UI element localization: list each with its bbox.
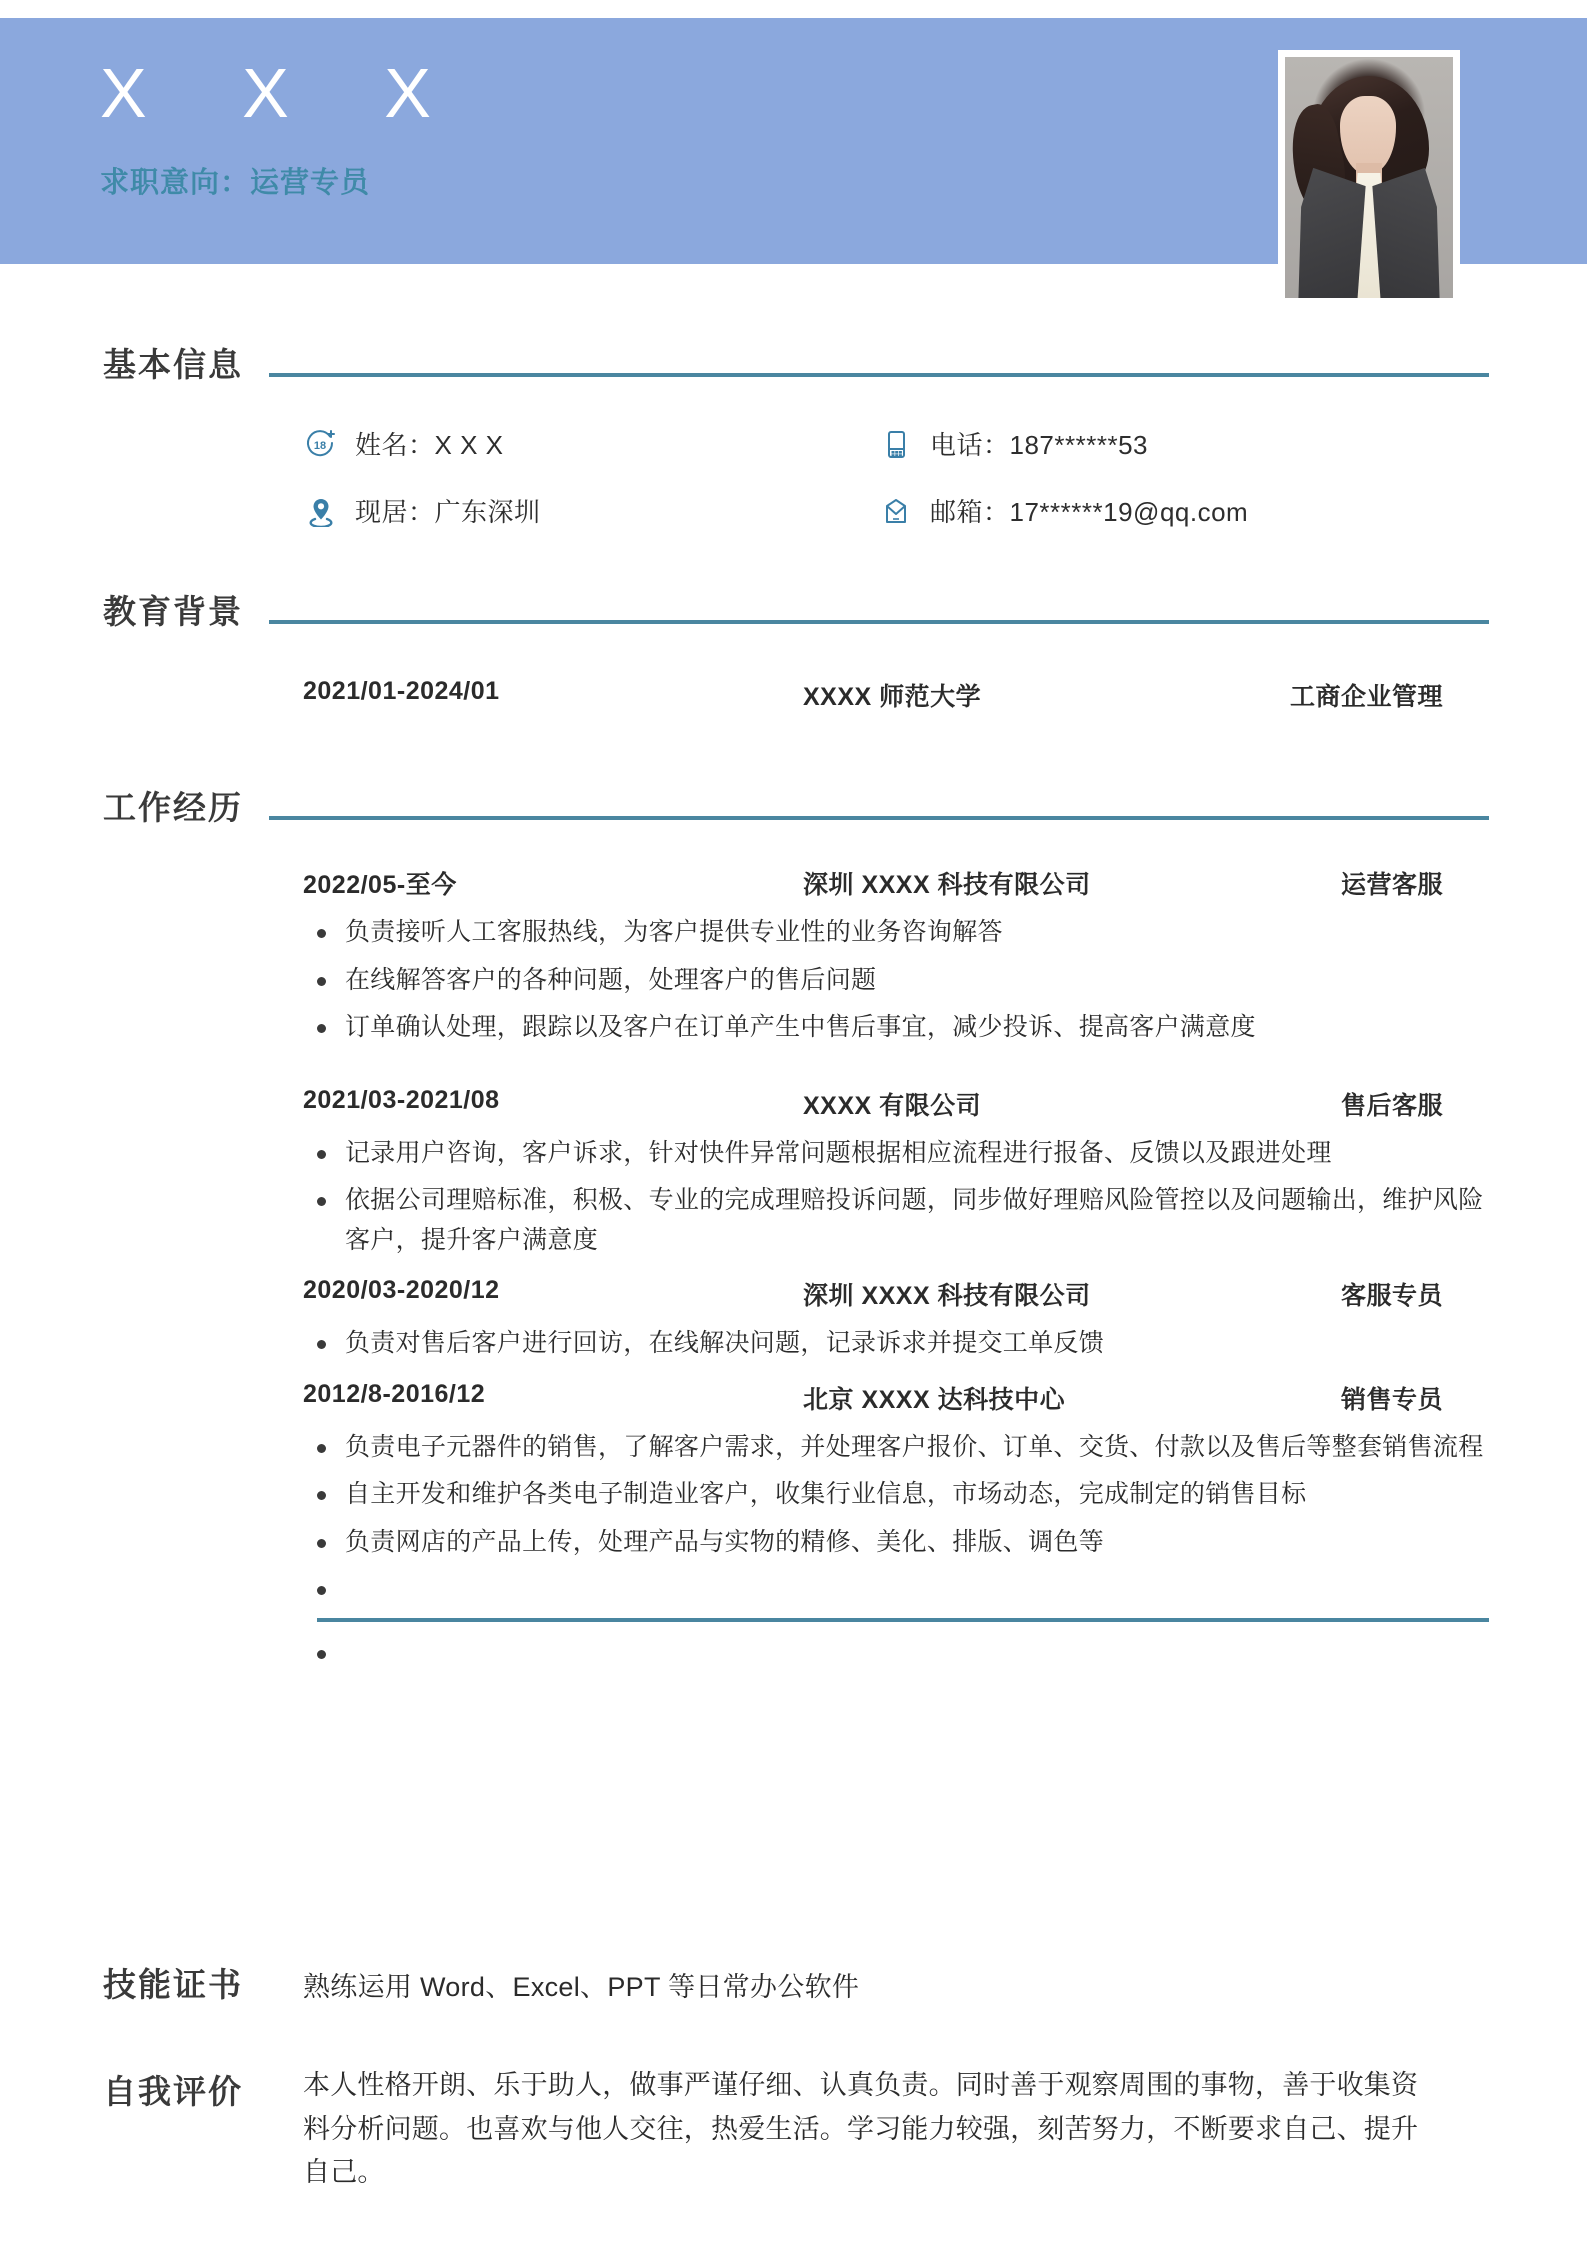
header-text-block [100,54,469,201]
info-item-phone [878,425,1489,462]
job-role: 售后客服 [1340,1091,1443,1120]
spacer [303,1268,1489,1276]
section-work-experience [103,782,1489,1676]
section-basic-info [103,339,1489,529]
job-role: 销售专员 [1340,1385,1443,1414]
section-title-work: 工作经历 [103,789,243,826]
education-school: XXXX 师范大学 [803,683,982,711]
job-bullet-empty [303,1570,1489,1604]
job-list [303,865,1489,1668]
info-text-email: 邮箱：17******19@qq.com [930,497,1249,527]
info-item-location [303,492,878,529]
job-header [303,865,1489,901]
job-bullet-empty [303,1634,1489,1668]
phone-icon [878,426,914,462]
section-rule [269,373,1489,377]
job-company: 北京 XXXX 达科技中心 [803,1385,1066,1414]
section-rule [269,620,1489,624]
job-bullets [303,1324,1489,1364]
job-role: 客服专员 [1340,1282,1443,1310]
job-entry [303,1380,1489,1669]
spacer [303,1056,1489,1086]
section-title-skills: 技能证书 [103,1966,243,2003]
info-item-name [303,425,878,462]
job-objective: 求职意向：运营专员 [100,167,371,199]
svg-text:18: 18 [313,439,327,452]
basic-info-grid [303,425,1489,529]
section-title-basic-info: 基本信息 [103,346,243,383]
job-bullet: 负责对售后客户进行回访，在线解决问题，记录诉求并提交工单反馈 [303,1324,1489,1364]
photo-frame [1278,50,1460,305]
location-pin-icon [303,493,339,529]
candidate-photo [1285,57,1453,298]
job-period: 2021/03-2021/08 [303,1085,500,1114]
self-evaluation-text: 本人性格开朗、乐于助人，做事严谨仔细、认真负责。同时善于观察周围的事物，善于收集资料分析问题。也喜欢与他人交往，热爱生活。学习能力较强，刻苦努力，不断要求自己、提升自己。 [303,2070,1419,2188]
job-entry [303,1276,1489,1364]
job-role: 运营客服 [1340,871,1443,899]
section-rule [269,816,1489,820]
age-badge-icon [303,426,339,462]
education-heading [103,586,1489,633]
section-self-evaluation [103,2064,1489,2245]
skills-text: 熟练运用 Word、Excel、PPT 等日常办公软件 [303,1972,860,2002]
section-education [103,586,1489,713]
work-heading [103,782,1489,829]
photo-jacket-right [1372,168,1439,298]
job-bullet: 负责网店的产品上传，处理产品与实物的精修、美化、排版、调色等 [303,1523,1489,1563]
job-bullet: 负责电子元器件的销售，了解客户需求，并处理客户报价、订单、交货、付款以及售后等整套销售流程 [303,1428,1489,1468]
job-header [303,1086,1489,1122]
section-title-education: 教育背景 [103,593,243,630]
info-text-name: 姓名：X X X [355,430,504,460]
job-bullets-trailing [303,1634,1489,1668]
job-bullet: 记录用户咨询，客户诉求，针对快件异常问题根据相应流程进行报备、反馈以及跟进处理 [303,1134,1489,1174]
job-period: 2020/03-2020/12 [303,1276,500,1304]
info-item-email [878,492,1489,529]
job-header [303,1276,1489,1312]
info-text-location: 现居：广东深圳 [355,497,541,527]
education-major: 工商企业管理 [1289,683,1443,711]
candidate-name: X X X [100,54,469,132]
job-company: 深圳 XXXX 科技有限公司 [803,1282,1091,1310]
job-bullets [303,1134,1489,1261]
job-bullet: 依据公司理赔标准，积极、专业的完成理赔投诉问题，同步做好理赔风险管控以及问题输出，维护风险客户，提升客户满意度 [303,1181,1489,1260]
job-company: 深圳 XXXX 科技有限公司 [803,871,1091,899]
job-period: 2022/05-至今 [303,871,457,899]
mail-icon [878,493,914,529]
education-period: 2021/01-2024/01 [303,677,500,705]
job-header [303,1380,1489,1416]
job-company: XXXX 有限公司 [803,1091,982,1120]
photo-jacket-left [1298,168,1365,298]
basic-info-heading [103,339,1489,386]
job-bullet: 订单确认处理，跟踪以及客户在订单产生中售后事宜，减少投诉、提高客户满意度 [303,1008,1489,1048]
job-entry [303,1086,1489,1261]
info-text-phone: 电话：187******53 [930,430,1149,460]
section-title-self-evaluation: 自我评价 [103,2073,243,2110]
job-bullets [303,913,1489,1048]
work-section-rule [317,1618,1489,1622]
job-bullet: 自主开发和维护各类电子制造业客户，收集行业信息，市场动态，完成制定的销售目标 [303,1475,1489,1515]
spacer [303,1372,1489,1380]
section-skills [103,1959,1489,2006]
job-bullet: 负责接听人工客服热线，为客户提供专业性的业务咨询解答 [303,913,1489,953]
self-evaluation-body [303,2064,1489,2245]
job-period: 2012/8-2016/12 [303,1379,486,1408]
job-entry [303,865,1489,1048]
job-bullet: 在线解答客户的各种问题，处理客户的售后问题 [303,961,1489,1001]
job-bullets [303,1428,1489,1605]
education-entry [303,677,1489,713]
